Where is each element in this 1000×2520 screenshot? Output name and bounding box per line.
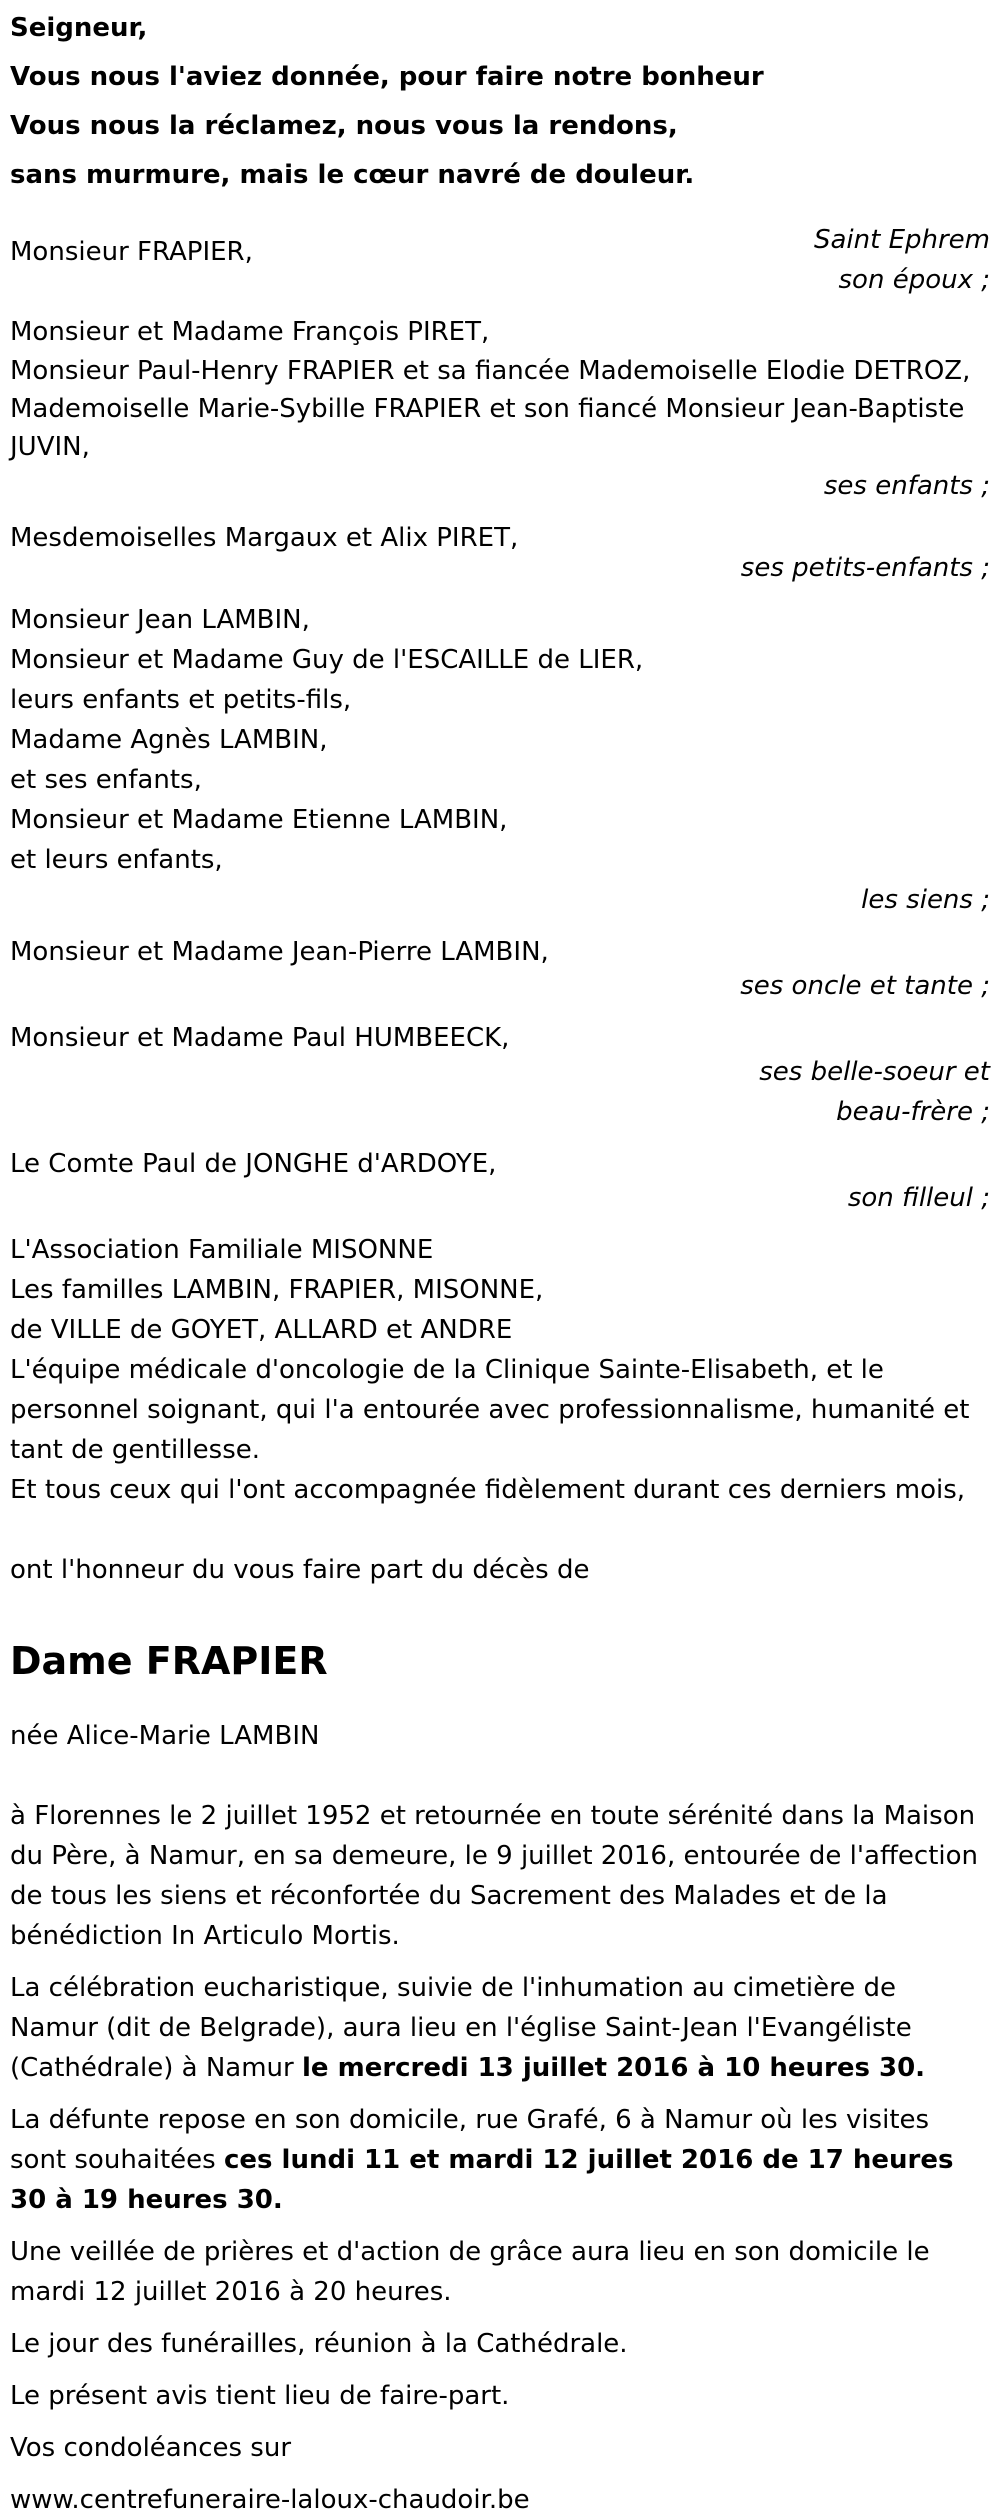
verse-line: Vous nous l'aviez donnée, pour faire notre bonheur [10, 62, 764, 92]
family-name-line: Monsieur et Madame Paul HUMBEECK, [10, 1023, 510, 1053]
verse-line: sans murmure, mais le cœur navré de douleur. [10, 160, 695, 190]
family-group-in-laws [10, 1018, 990, 1132]
announcement-line: ont l'honneur du vous faire part du décès de [10, 1555, 590, 1585]
role-line: les siens ; [861, 885, 990, 915]
role-line: ses petits-enfants ; [740, 553, 990, 583]
website-link[interactable]: www.centrefuneraire-laloux-chaudoir.be [10, 2485, 530, 2515]
deceased-name: Dame FRAPIER [10, 1639, 328, 1683]
visits-text: La défunte repose en son domicile, rue Grafé, 6 à Namur où les visites sont souhaitées [10, 2105, 930, 2175]
family-name-line: Monsieur et Madame Etienne LAMBIN, [10, 805, 508, 835]
mourner-line: Les familles LAMBIN, FRAPIER, MISONNE, [10, 1275, 544, 1305]
funeral-meeting: Le jour des funérailles, réunion à la Cathédrale. [10, 2329, 628, 2359]
visits-info [10, 2100, 990, 2220]
mass-info [10, 1968, 990, 2088]
role-line: beau-frère ; [836, 1097, 990, 1127]
mass-text: La célébration eucharistique, suivie de l'inhumation au cimetière de Namur (dit de Belgrade), aura lieu en l'église Saint-Jean l'Evangéliste (Cathédrale) à Namur [10, 1973, 912, 2083]
role-line: Saint Ephrem [813, 225, 990, 255]
role-line: ses oncle et tante ; [740, 971, 990, 1001]
mourner-line: L'Association Familiale MISONNE [10, 1235, 434, 1265]
role-line: son époux ; [838, 265, 990, 295]
role-line: ses enfants ; [823, 471, 990, 501]
family-name-line: leurs enfants et petits-fils, [10, 685, 352, 715]
mourner-line: L'équipe médicale d'oncologie de la Clinique Sainte-Elisabeth, et le personnel soignant, qui l'a entourée avec professionnalisme, humanité et tant de gentillesse. [10, 1355, 970, 1465]
family-name-line: Mademoiselle Marie-Sybille FRAPIER et son fiancé Monsieur Jean-Baptiste JUVIN, [10, 394, 965, 462]
condolences-label: Vos condoléances sur [10, 2433, 292, 2463]
family-name-line: et ses enfants, [10, 765, 202, 795]
opening-verse [10, 4, 990, 200]
birth-name: née Alice-Marie LAMBIN [10, 1721, 320, 1751]
family-group-children [10, 312, 990, 506]
family-name-line: Madame Agnès LAMBIN, [10, 725, 328, 755]
family-name-line: Monsieur FRAPIER, [10, 237, 253, 267]
family-name-line: Le Comte Paul de JONGHE d'ARDOYE, [10, 1149, 497, 1179]
family-group-uncle-aunt [10, 932, 990, 1006]
vigil-info: Une veillée de prières et d'action de grâce aura lieu en son domicile le mardi 12 juillet 2016 à 20 heures. [10, 2237, 930, 2307]
mass-date: le mercredi 13 juillet 2016 à 10 heures 30. [302, 2053, 926, 2083]
notice-line: Le présent avis tient lieu de faire-part. [10, 2381, 510, 2411]
family-name-line: Monsieur et Madame François PIRET, [10, 317, 490, 347]
family-name-line: Monsieur Jean LAMBIN, [10, 605, 310, 635]
family-name-line: Monsieur Paul-Henry FRAPIER et sa fiancée Mademoiselle Elodie DETROZ, [10, 356, 971, 386]
biography: à Florennes le 2 juillet 1952 et retournée en toute sérénité dans la Maison du Père, à Namur, en sa demeure, le 9 juillet 2016, entourée de l'affection de tous les siens et réconfortée du Sacrement des Malades et de la bénédiction In Articulo Mortis. [10, 1801, 978, 1951]
visits-dates: ces lundi 11 et mardi 12 juillet 2016 de 17 heures 30 à 19 heures 30. [10, 2145, 954, 2215]
family-group-spouse [10, 220, 990, 300]
mourner-line: Et tous ceux qui l'ont accompagnée fidèlement durant ces derniers mois, [10, 1475, 966, 1505]
family-name-line: Monsieur et Madame Jean-Pierre LAMBIN, [10, 937, 549, 967]
other-mourners [10, 1230, 990, 1510]
verse-line: Seigneur, [10, 13, 148, 43]
family-group-godson [10, 1144, 990, 1218]
mourner-line: de VILLE de GOYET, ALLARD et ANDRE [10, 1315, 513, 1345]
family-group-grandchildren [10, 518, 990, 588]
family-name-line: et leurs enfants, [10, 845, 223, 875]
family-group-relatives [10, 600, 990, 920]
role-line: son filleul ; [847, 1183, 990, 1213]
family-name-line: Monsieur et Madame Guy de l'ESCAILLE de LIER, [10, 645, 644, 675]
verse-line: Vous nous la réclamez, nous vous la rendons, [10, 111, 678, 141]
role-line: ses belle-soeur et [759, 1057, 990, 1087]
family-name-line: Mesdemoiselles Margaux et Alix PIRET, [10, 523, 519, 553]
